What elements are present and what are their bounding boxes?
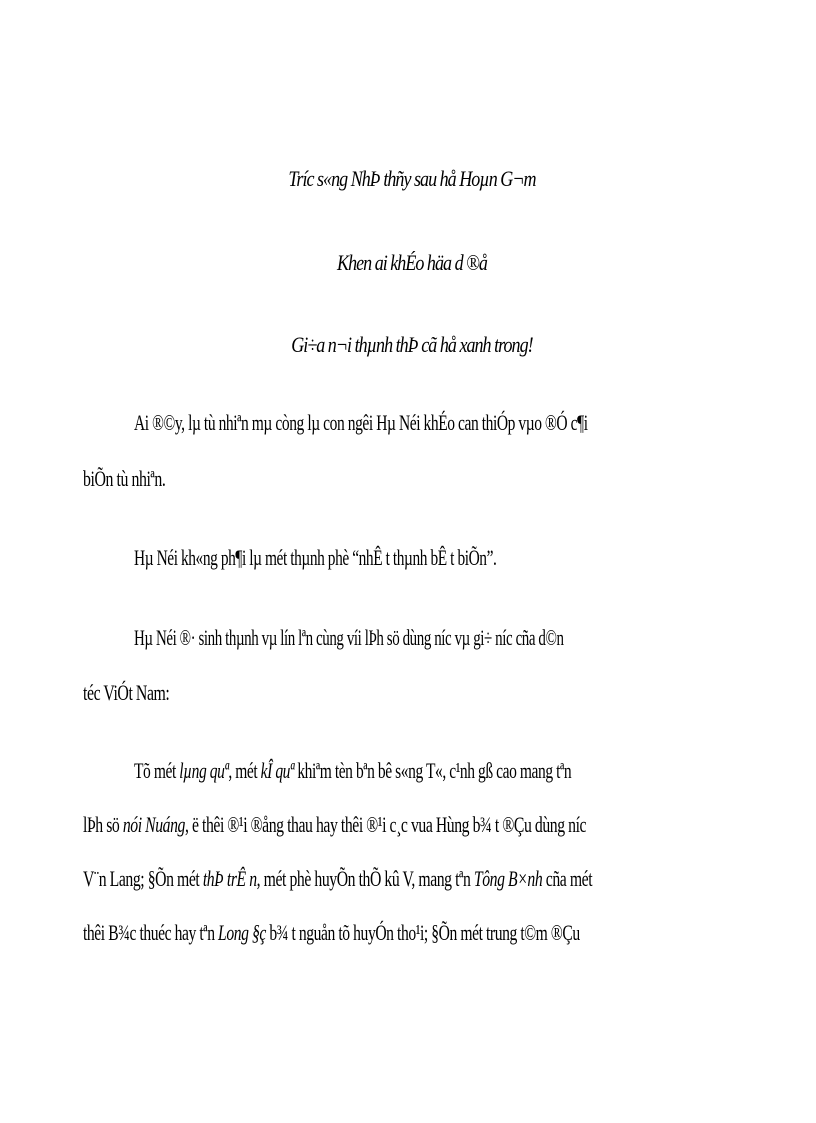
italic-term-long-do: Long §ç — [218, 920, 266, 945]
verse-line-2: Khen ai khÉo häa d ®å — [337, 250, 487, 275]
paragraph-4-line-4 — [83, 920, 580, 946]
paragraph-1-line-2: biÕn tù nhiªn. — [83, 466, 166, 491]
text-run: khiªm tèn bªn bê s«ng T«, c¹nh gß cao mang tªn — [293, 758, 572, 783]
italic-term-tong-binh: Tông B×nh — [473, 866, 543, 891]
italic-term-ke-qua: kÎ quª — [260, 758, 294, 783]
text-run: cña mét — [542, 866, 593, 891]
paragraph-4-line-3 — [83, 866, 592, 892]
text-run: , ë thêi ®¹i ®ång thau hay thêi ®¹i c¸c vua Hùng b¾ t ®Çu dùng níc — [184, 812, 587, 837]
paragraph-1-line-1: Ai ®©y, lµ tù nhiªn mµ còng lµ con ngêi Hµ Néi khÉo can thiÓp vµo ®Ó c¶i — [134, 410, 588, 435]
italic-term-lang-qua: lµng quª — [179, 758, 229, 783]
paragraph-3-line-1: Hµ Néi ®· sinh thµnh vµ lín lªn cùng víi lÞh sö dùng níc vµ gi÷ níc cña d©n — [134, 625, 564, 650]
italic-term-thi-tran: thÞ trÊ n — [202, 866, 257, 891]
text-run: b¾ t nguån tõ huyÓn tho¹i; §Õn mét trung t©m ®Çu — [265, 920, 580, 945]
text-run: Tõ mét — [134, 758, 180, 783]
paragraph-2: Hµ Néi kh«ng ph¶i lµ mét thµnh phè “nhÊ t thµnh bÊ t biÕn”. — [134, 545, 497, 570]
text-run: thêi B¾c thuéc hay tªn — [83, 920, 219, 945]
text-run: lÞh sö — [83, 812, 123, 837]
text-run: , mét — [228, 758, 261, 783]
paragraph-4-line-1 — [134, 758, 571, 784]
verse-line-3: Gi÷a n¬i thµnh thÞ cã hå xanh trong! — [291, 332, 533, 357]
verse-line-1: Tríc s«ng NhÞ thñy sau hå Hoµn G¬m — [288, 166, 536, 191]
paragraph-3-line-2: téc ViÓt Nam: — [83, 680, 170, 705]
text-run: , mét phè huyÕn thÕ kû V, mang tªn — [256, 866, 474, 891]
paragraph-4-line-2 — [83, 812, 586, 838]
italic-term-noi-nuong: nói Nuáng — [122, 812, 185, 837]
text-run: V¨n Lang; §Õn mét — [83, 866, 203, 891]
